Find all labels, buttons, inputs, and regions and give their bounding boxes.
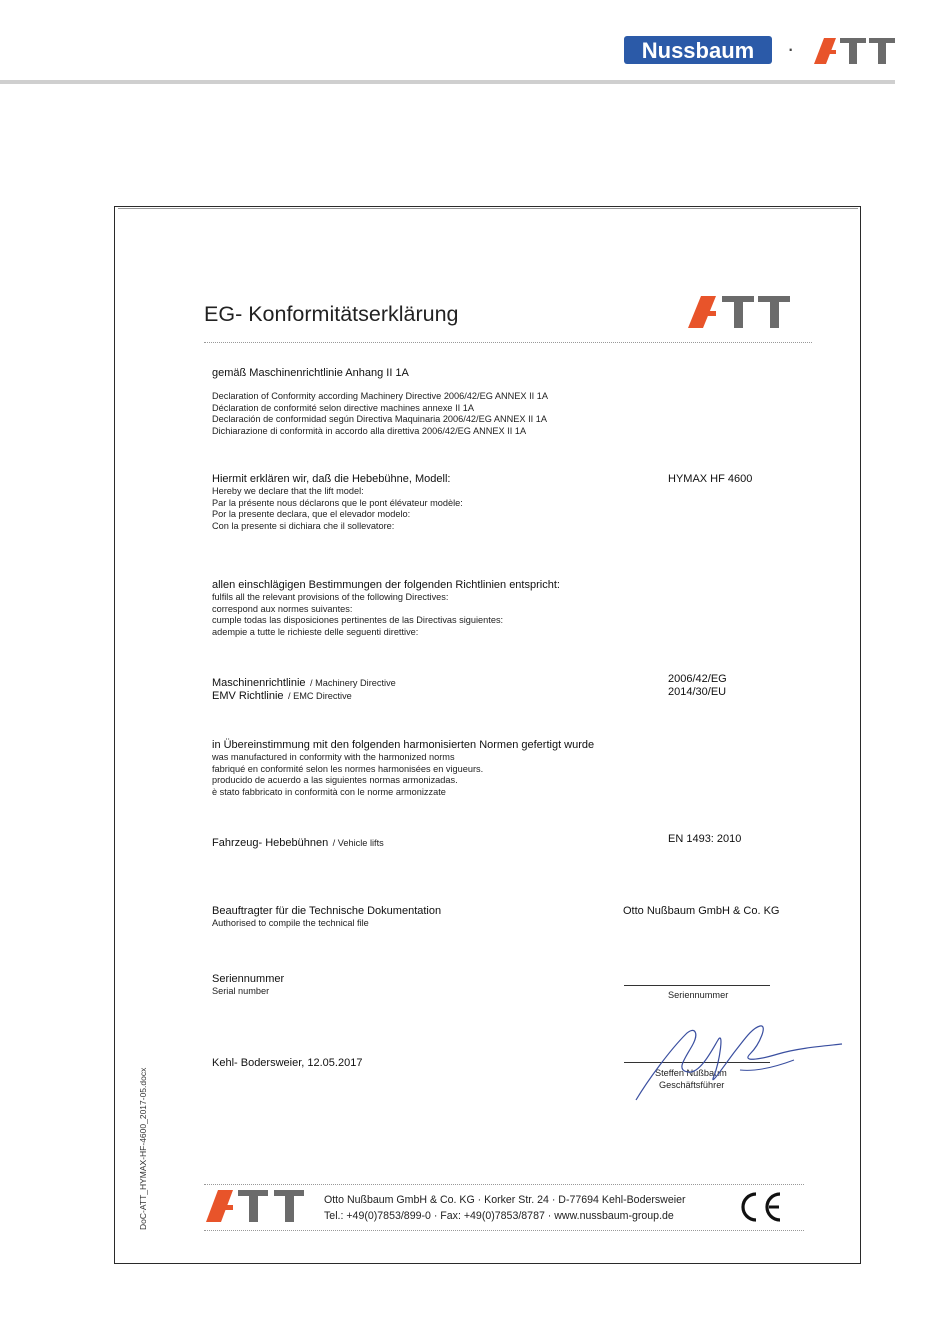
serial-field-label: Seriennummer <box>668 990 729 1000</box>
declare-en: Hereby we declare that the lift model: <box>212 486 364 496</box>
att-logo-document <box>688 296 792 328</box>
svg-text:Nussbaum: Nussbaum <box>641 38 755 63</box>
provisions-fr: correspond aux normes suivantes: <box>212 603 353 614</box>
norms-de: in Übereinstimmung mit den folgenden harmonisierten Normen gefertigt wurde <box>212 739 595 751</box>
declare-it: Con la presente si dichiara che il sollevatore: <box>212 520 395 531</box>
footer-contact: Tel.: +49(0)7853/899-0 · Fax: +49(0)7853/8787 · www.nussbaum-group.de <box>324 1210 674 1222</box>
file-name: DoC-ATT_HYMAX-HF-4600_2017-05.docx <box>138 1067 148 1230</box>
intro-de: gemäß Maschinenrichtlinie Anhang II 1A <box>212 367 409 379</box>
declare-de: Hiermit erklären wir, daß die Hebebühne, Modell: <box>212 473 451 485</box>
declare-fr: Par la présente nous déclarons que le pont élévateur modèle: <box>212 497 463 508</box>
directive-emc: EMV Richtlinie / EMC Directive <box>212 690 352 702</box>
provisions-translations <box>212 592 503 638</box>
att-logo-header <box>814 38 896 64</box>
vehicle-lifts: Fahrzeug- Hebebühnen / Vehicle lifts <box>212 837 384 849</box>
provisions-it: adempie a tutte le richieste delle seguenti direttive: <box>212 626 419 637</box>
intro-es: Declaración de conformidad según Directiva Maquinaria 2006/42/EG ANNEX II 1A <box>212 414 548 424</box>
norms-en: was manufactured in conformity with the harmonized norms <box>212 752 455 762</box>
signatory-role: Geschäftsführer <box>659 1080 725 1090</box>
provisions-es: cumple todas las disposiciones pertinentes de las Directivas siguientes: <box>212 615 504 625</box>
footer-address: Otto Nußbaum GmbH & Co. KG · Korker Str. 24 · D-77694 Kehl-Bodersweier <box>324 1194 686 1206</box>
header-divider <box>0 80 895 84</box>
norms-es: producido de acuerdo a las siguientes normas armonizadas. <box>212 775 458 785</box>
handwritten-signature <box>628 1020 844 1104</box>
logo-separator: · <box>787 36 795 61</box>
directive-emc-value: 2014/30/EU <box>668 686 727 698</box>
intro-translations <box>212 391 548 437</box>
model-value: HYMAX HF 4600 <box>668 473 753 485</box>
norms-it: è stato fabbricato in conformità con le norme armonizzate <box>212 786 446 797</box>
serial-field-line <box>624 985 770 986</box>
att-logo-footer <box>206 1190 306 1222</box>
intro-en: Declaration of Conformity according Machinery Directive 2006/42/EG ANNEX II 1A <box>212 391 549 401</box>
norms-translations <box>212 752 483 798</box>
intro-fr: Déclaration de conformité selon directive machines annexe II 1A <box>212 402 474 413</box>
directive-machinery: Maschinenrichtlinie / Machinery Directive <box>212 677 396 689</box>
declare-translations <box>212 486 463 532</box>
directive-machinery-value: 2006/42/EG <box>668 673 727 685</box>
signatory-name: Steffen Nußbaum <box>655 1068 727 1078</box>
norms-fr: fabriqué en conformité selon les normes harmonisées en vigueurs. <box>212 763 484 774</box>
provisions-de: allen einschlägigen Bestimmungen der folgenden Richtlinien entspricht: <box>212 579 560 591</box>
document-title: EG- Konformitätserklärung <box>204 302 459 326</box>
intro-it: Dichiarazione di conformità in accordo alla direttiva 2006/42/EG ANNEX II 1A <box>212 425 527 436</box>
serial-en: Serial number <box>212 986 270 996</box>
svg-text:ATT: ATT <box>814 38 816 39</box>
nussbaum-logo <box>624 34 772 66</box>
title-rule <box>204 342 812 343</box>
document-top-line <box>118 208 858 209</box>
authorised-en: Authorised to compile the technical file <box>212 918 369 928</box>
place-date: Kehl- Bodersweier, 12.05.2017 <box>212 1057 363 1069</box>
footer-rule-bottom <box>204 1230 804 1231</box>
serial-de: Seriennummer <box>212 973 285 985</box>
document-frame <box>114 206 861 1264</box>
provisions-en: fulfils all the relevant provisions of the following Directives: <box>212 592 449 602</box>
ce-mark-icon <box>736 1190 784 1224</box>
vehicle-lifts-norm: EN 1493: 2010 <box>668 833 742 845</box>
authorised-de: Beauftragter für die Technische Dokumentation <box>212 905 442 917</box>
declare-es: Por la presente declara, que el elevador modelo: <box>212 509 411 519</box>
authorised-company: Otto Nußbaum GmbH & Co. KG <box>623 905 780 917</box>
footer-rule-top <box>204 1184 804 1185</box>
